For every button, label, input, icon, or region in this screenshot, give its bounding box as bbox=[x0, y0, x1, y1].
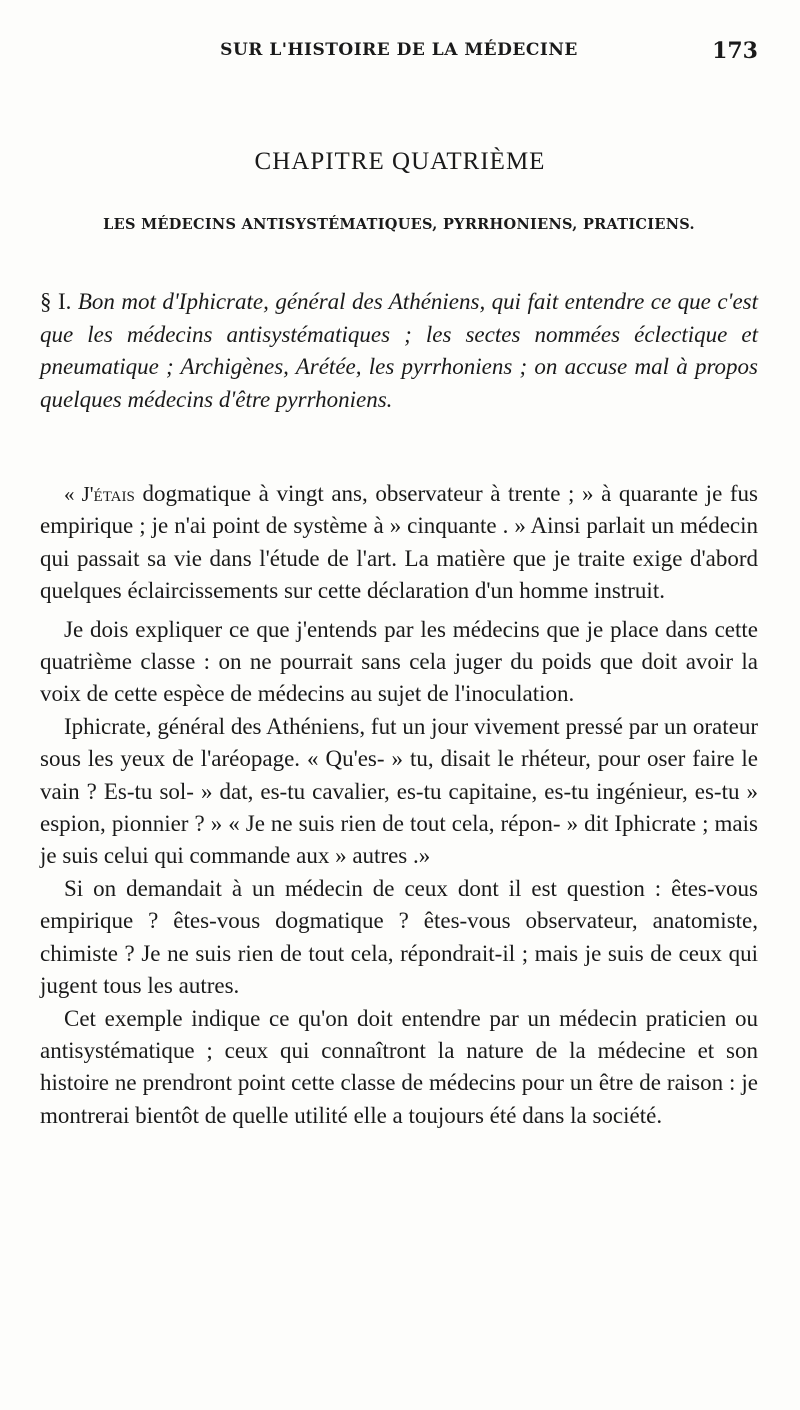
paragraph-lead: « J'étais bbox=[64, 482, 135, 506]
paragraph-text: Cet exemple indique ce qu'on doit entendre par un médecin praticien ou antisystématique ; ceux qui connaîtront la nature de la médecine et son histoire ne prendront point cette classe de médecins pour un être de raison : je montrerai bientôt de quelle utilité elle a toujours été dans la société. bbox=[40, 1005, 758, 1128]
section-number: § I. bbox=[40, 289, 72, 314]
paragraph bbox=[40, 1003, 758, 1133]
paragraph-text: Je dois expliquer ce que j'entends par les médecins que je place dans cette quatrième classe : on ne pourrait sans cela juger du poids que doit avoir la voix de cette espèce de médecins au sujet de l'inoculation. bbox=[40, 616, 758, 707]
chapter-subtitle: LES MÉDECINS ANTISYSTÉMATIQUES, PYRRHONIENS, PRATICIENS. bbox=[103, 216, 695, 233]
section-summary bbox=[40, 286, 758, 416]
paragraph-text: Iphicrate, général des Athéniens, fut un jour vivement pressé par un orateur sous les yeux de l'aréopage. « Qu'es- » tu, disait le rhéteur, pour oser faire le vain ? Es-tu sol- » dat, es-tu cavalier, es-tu capitaine, es-tu ingénieur, es-tu » espion, pionnier ? » « Je ne suis rien de tout cela, répon- » dit Iphicrate ; mais je suis celui qui commande aux » autres .» bbox=[40, 713, 758, 869]
paragraph bbox=[40, 614, 758, 711]
paragraph-text: Si on demandait à un médecin de ceux dont il est question : êtes-vous empirique ? êtes-vous dogmatique ? êtes-vous observateur, anatomiste, chimiste ? Je ne suis rien de tout cela, répondrait-il ; mais je suis de ceux qui jugent tous les autres. bbox=[40, 875, 758, 999]
running-head bbox=[40, 38, 758, 64]
paragraph bbox=[40, 711, 758, 873]
page-number: 173 bbox=[712, 38, 758, 64]
chapter-title: CHAPITRE QUATRIÈME bbox=[254, 148, 546, 175]
body-text bbox=[40, 478, 758, 1132]
paragraph bbox=[40, 478, 758, 608]
paragraph bbox=[40, 873, 758, 1003]
paragraph-text: dogmatique à vingt ans, observateur à trente ; » à quarante je fus empirique ; je n'ai point de système à » cinquante . » Ainsi parlait un médecin qui passait sa vie dans l'étude de l'art. La matière que je traite exige d'abord quelques éclaircissements sur cette déclaration d'un homme instruit. bbox=[40, 481, 758, 604]
section-summary-text: Bon mot d'Iphicrate, général des Athéniens, qui fait entendre ce que c'est que les médecins antisystématiques ; les sectes nommées éclectique et pneumatique ; Archigènes, Arétée, les pyrrhoniens ; on accuse mal à propos quelques médecins d'être pyrrhoniens. bbox=[40, 289, 759, 412]
running-title: SUR L'HISTOIRE DE LA MÉDECINE bbox=[220, 40, 578, 60]
